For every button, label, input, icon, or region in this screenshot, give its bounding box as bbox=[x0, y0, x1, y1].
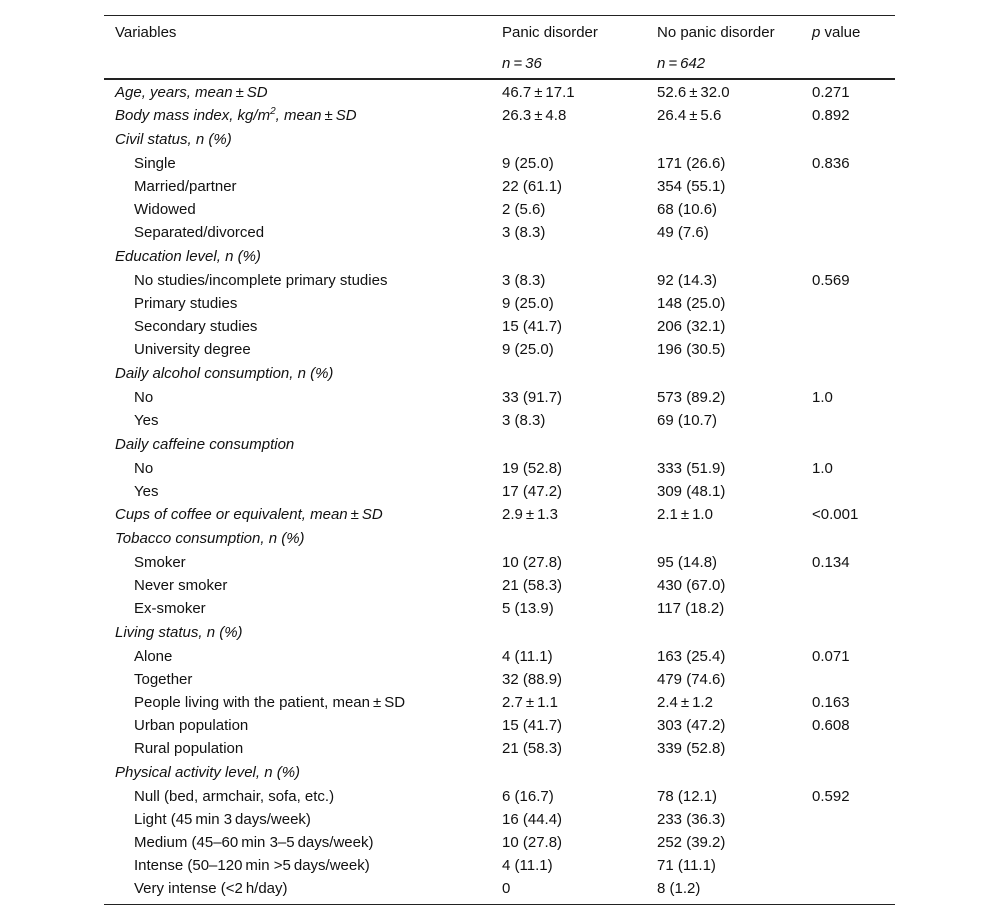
bmi-label-sup: 2 bbox=[270, 106, 276, 117]
table-row bbox=[104, 175, 895, 198]
table-row bbox=[104, 645, 895, 668]
nopanic-value: 339 (52.8) bbox=[657, 740, 726, 757]
row-label bbox=[115, 104, 357, 127]
table-row bbox=[104, 409, 895, 432]
table-row bbox=[104, 854, 895, 877]
table-row bbox=[104, 480, 895, 503]
table-row bbox=[104, 808, 895, 831]
nopanic-value: 2.1 ± 1.0 bbox=[657, 506, 713, 523]
p-value: 0.592 bbox=[812, 788, 850, 805]
table-row bbox=[104, 338, 895, 361]
table-row bbox=[104, 386, 895, 409]
panic-value: 10 (27.8) bbox=[502, 554, 563, 571]
nopanic-value: 49 (7.6) bbox=[657, 224, 709, 241]
panic-value: 6 (16.7) bbox=[502, 788, 554, 805]
panic-value: 0 bbox=[502, 880, 511, 897]
panic-value: 9 (25.0) bbox=[502, 341, 554, 358]
nopanic-value: 479 (74.6) bbox=[657, 671, 726, 688]
p-value: 0.569 bbox=[812, 272, 850, 289]
section-row bbox=[104, 526, 895, 551]
header-panic-n: n = 36 bbox=[502, 55, 542, 72]
row-label: Alone bbox=[134, 648, 173, 665]
row-label: Rural population bbox=[134, 740, 244, 757]
panic-value: 22 (61.1) bbox=[502, 178, 563, 195]
row-label: Separated/divorced bbox=[134, 224, 265, 241]
row-label: Married/partner bbox=[134, 178, 237, 195]
panic-value: 46.7 ± 17.1 bbox=[502, 84, 575, 101]
row-label: Light (45 min 3 days/week) bbox=[134, 811, 311, 828]
p-value: 0.071 bbox=[812, 648, 850, 665]
p-value: 1.0 bbox=[812, 389, 833, 406]
section-row bbox=[104, 361, 895, 386]
nopanic-value: 92 (14.3) bbox=[657, 272, 718, 289]
nopanic-value: 26.4 ± 5.6 bbox=[657, 107, 722, 124]
nopanic-value: 8 (1.2) bbox=[657, 880, 701, 897]
panic-value: 3 (8.3) bbox=[502, 224, 546, 241]
header-nopanic-n: n = 642 bbox=[657, 55, 706, 72]
table-row bbox=[104, 152, 895, 175]
row-label: Daily alcohol consumption, n (%) bbox=[115, 365, 334, 382]
row-label: Living status, n (%) bbox=[115, 624, 243, 641]
row-label: Medium (45–60 min 3–5 days/week) bbox=[134, 834, 374, 851]
table-row bbox=[104, 104, 895, 127]
header-pvalue bbox=[812, 24, 860, 42]
row-label: No studies/incomplete primary studies bbox=[134, 272, 388, 289]
row-label: Physical activity level, n (%) bbox=[115, 764, 301, 781]
row-label: Age, years, mean ± SD bbox=[115, 84, 268, 101]
table-row bbox=[104, 198, 895, 221]
row-label: No bbox=[134, 460, 154, 477]
table-row bbox=[104, 457, 895, 480]
panic-value: 17 (47.2) bbox=[502, 483, 563, 500]
panic-value: 2.7 ± 1.1 bbox=[502, 694, 558, 711]
panic-value: 9 (25.0) bbox=[502, 155, 554, 172]
p-value: 0.892 bbox=[812, 107, 850, 124]
p-value: <0.001 bbox=[812, 506, 859, 523]
header-variables: Variables bbox=[115, 24, 177, 41]
panic-value: 2 (5.6) bbox=[502, 201, 546, 218]
panic-value: 5 (13.9) bbox=[502, 600, 554, 617]
row-label: Yes bbox=[134, 483, 159, 500]
nopanic-value: 196 (30.5) bbox=[657, 341, 726, 358]
table-row bbox=[104, 785, 895, 808]
nopanic-value: 78 (12.1) bbox=[657, 788, 718, 805]
section-row bbox=[104, 620, 895, 645]
nopanic-value: 95 (14.8) bbox=[657, 554, 718, 571]
p-value: 0.271 bbox=[812, 84, 850, 101]
row-label: Secondary studies bbox=[134, 318, 258, 335]
nopanic-value: 233 (36.3) bbox=[657, 811, 726, 828]
row-label: Never smoker bbox=[134, 577, 228, 594]
table-row bbox=[104, 315, 895, 338]
p-value: 0.608 bbox=[812, 717, 850, 734]
bmi-label-a: Body mass index, kg/m bbox=[115, 107, 271, 124]
table-row bbox=[104, 81, 895, 104]
header-p-rest: value bbox=[820, 24, 861, 41]
nopanic-value: 309 (48.1) bbox=[657, 483, 726, 500]
panic-value: 33 (91.7) bbox=[502, 389, 563, 406]
nopanic-value: 573 (89.2) bbox=[657, 389, 726, 406]
table-row bbox=[104, 269, 895, 292]
table-row bbox=[104, 877, 895, 900]
panic-value: 16 (44.4) bbox=[502, 811, 563, 828]
table-row bbox=[104, 691, 895, 714]
header-p-italic: p bbox=[812, 24, 821, 41]
row-label: Education level, n (%) bbox=[115, 248, 261, 265]
row-label: Single bbox=[134, 155, 176, 172]
table-row bbox=[104, 597, 895, 620]
row-label: Yes bbox=[134, 412, 159, 429]
row-label: Tobacco consumption, n (%) bbox=[115, 530, 305, 547]
table-bottom-rule bbox=[104, 904, 895, 905]
nopanic-value: 303 (47.2) bbox=[657, 717, 726, 734]
panic-value: 10 (27.8) bbox=[502, 834, 563, 851]
section-row bbox=[104, 127, 895, 152]
nopanic-value: 163 (25.4) bbox=[657, 648, 726, 665]
header-nopanic: No panic disorder bbox=[657, 24, 775, 41]
row-label: Civil status, n (%) bbox=[115, 131, 232, 148]
p-value: 0.134 bbox=[812, 554, 850, 571]
row-label: Widowed bbox=[134, 201, 196, 218]
row-label: Intense (50–120 min >5 days/week) bbox=[134, 857, 370, 874]
panic-value: 2.9 ± 1.3 bbox=[502, 506, 558, 523]
panic-value: 21 (58.3) bbox=[502, 577, 563, 594]
panic-value: 4 (11.1) bbox=[502, 857, 553, 874]
row-label: People living with the patient, mean ± SD bbox=[134, 694, 406, 711]
nopanic-value: 252 (39.2) bbox=[657, 834, 726, 851]
row-label: Urban population bbox=[134, 717, 249, 734]
nopanic-value: 2.4 ± 1.2 bbox=[657, 694, 713, 711]
table-header bbox=[104, 16, 895, 78]
panic-value: 32 (88.9) bbox=[502, 671, 563, 688]
nopanic-value: 52.6 ± 32.0 bbox=[657, 84, 730, 101]
row-label: Together bbox=[134, 671, 193, 688]
panic-value: 9 (25.0) bbox=[502, 295, 554, 312]
row-label: Primary studies bbox=[134, 295, 238, 312]
table-row bbox=[104, 503, 895, 526]
nopanic-value: 430 (67.0) bbox=[657, 577, 726, 594]
row-label: No bbox=[134, 389, 154, 406]
nopanic-value: 68 (10.6) bbox=[657, 201, 718, 218]
nopanic-value: 206 (32.1) bbox=[657, 318, 726, 335]
p-value: 0.836 bbox=[812, 155, 850, 172]
panic-value: 19 (52.8) bbox=[502, 460, 563, 477]
table-row bbox=[104, 737, 895, 760]
panic-value: 26.3 ± 4.8 bbox=[502, 107, 567, 124]
row-label: Ex-smoker bbox=[134, 600, 206, 617]
table-row bbox=[104, 668, 895, 691]
nopanic-value: 354 (55.1) bbox=[657, 178, 726, 195]
section-row bbox=[104, 244, 895, 269]
nopanic-value: 69 (10.7) bbox=[657, 412, 718, 429]
nopanic-value: 333 (51.9) bbox=[657, 460, 726, 477]
row-label: Smoker bbox=[134, 554, 186, 571]
table-row bbox=[104, 292, 895, 315]
table-row bbox=[104, 714, 895, 737]
data-table bbox=[104, 15, 895, 905]
bmi-label-b: , mean ± SD bbox=[275, 107, 357, 124]
row-label: Very intense (<2 h/day) bbox=[134, 880, 288, 897]
section-row bbox=[104, 432, 895, 457]
table-row bbox=[104, 551, 895, 574]
nopanic-value: 71 (11.1) bbox=[657, 857, 716, 874]
panic-value: 4 (11.1) bbox=[502, 648, 553, 665]
table-row bbox=[104, 831, 895, 854]
table-row bbox=[104, 574, 895, 597]
row-label: Null (bed, armchair, sofa, etc.) bbox=[134, 788, 335, 805]
nopanic-value: 117 (18.2) bbox=[657, 600, 725, 617]
row-label: University degree bbox=[134, 341, 251, 358]
panic-value: 21 (58.3) bbox=[502, 740, 563, 757]
p-value: 0.163 bbox=[812, 694, 850, 711]
header-panic: Panic disorder bbox=[502, 24, 598, 41]
section-row bbox=[104, 760, 895, 785]
table-body bbox=[104, 80, 895, 900]
nopanic-value: 148 (25.0) bbox=[657, 295, 726, 312]
panic-value: 3 (8.3) bbox=[502, 272, 546, 289]
panic-value: 15 (41.7) bbox=[502, 717, 563, 734]
row-label: Cups of coffee or equivalent, mean ± SD bbox=[115, 506, 383, 523]
panic-value: 15 (41.7) bbox=[502, 318, 563, 335]
panic-value: 3 (8.3) bbox=[502, 412, 546, 429]
table-row bbox=[104, 221, 895, 244]
nopanic-value: 171 (26.6) bbox=[657, 155, 726, 172]
p-value: 1.0 bbox=[812, 460, 833, 477]
row-label: Daily caffeine consumption bbox=[115, 436, 295, 453]
